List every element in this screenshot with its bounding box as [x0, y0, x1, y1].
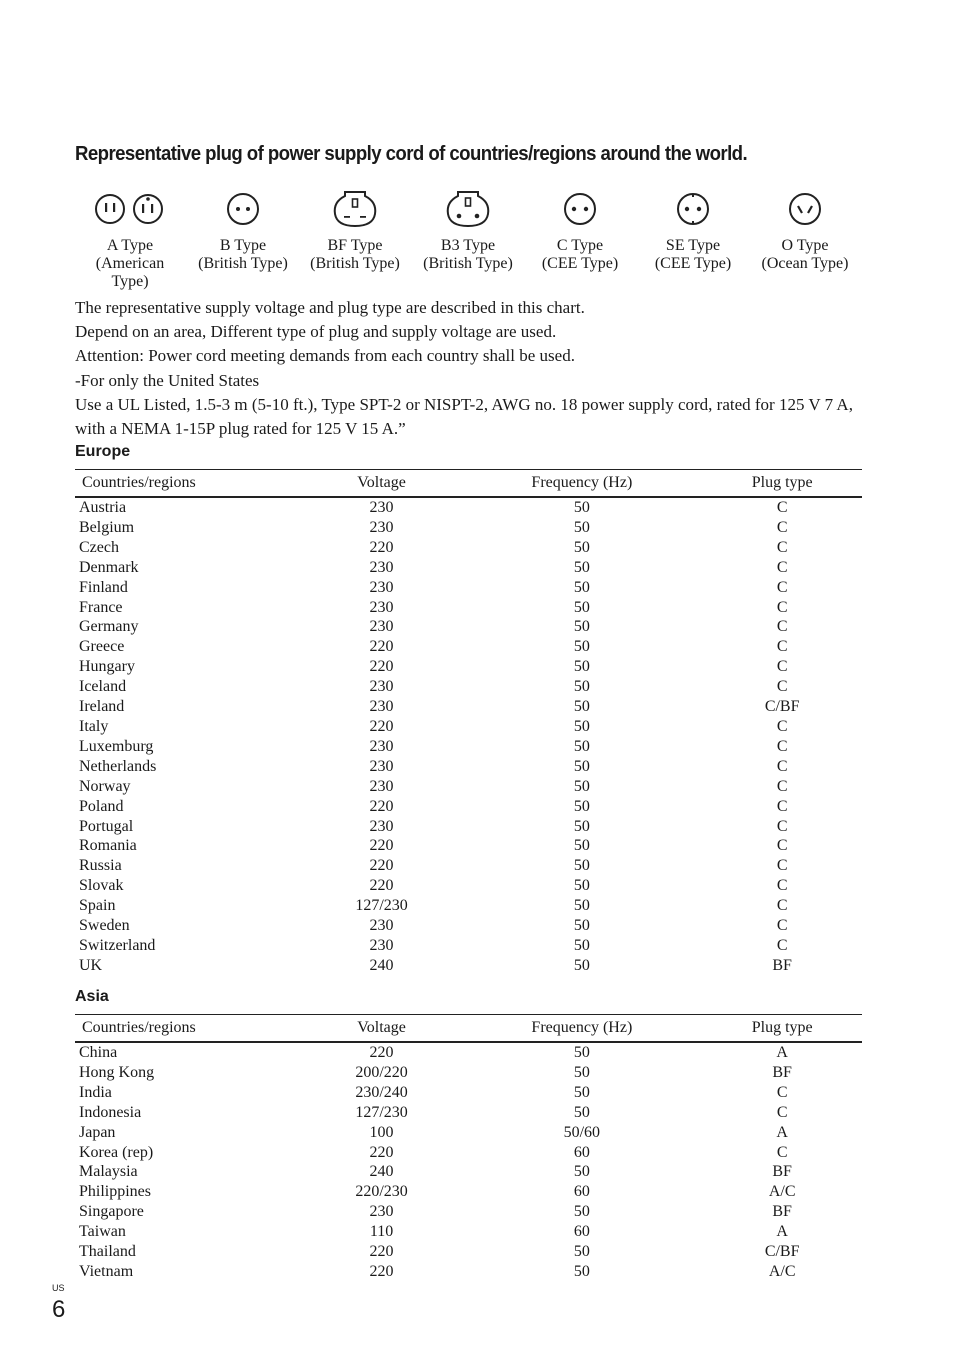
plug-type-c	[524, 188, 636, 273]
table-row	[75, 936, 862, 956]
country-cell: Belgium	[79, 518, 135, 536]
voltage-cell: 230	[369, 936, 394, 954]
plug-type-cell: C	[776, 658, 788, 676]
plug-type-cell: C	[776, 737, 788, 755]
country-cell: Luxemburg	[79, 737, 154, 755]
voltage-cell: 230	[369, 518, 394, 536]
frequency-cell: 50	[573, 1243, 590, 1261]
asia-table-body	[75, 1042, 862, 1282]
voltage-cell: 100	[369, 1123, 394, 1141]
plug-type-bf	[299, 188, 411, 273]
plug-type-desc: (CEE Type)	[541, 255, 619, 272]
plug-type-cell: C	[776, 817, 788, 835]
country-cell: Korea (rep)	[79, 1143, 154, 1161]
voltage-cell: 220	[369, 857, 394, 875]
plug-type-cell: C	[776, 897, 788, 915]
frequency-cell: 50/60	[563, 1123, 601, 1141]
plug-type-b	[187, 188, 299, 273]
plug-type-cell: C	[776, 1083, 788, 1101]
frequency-cell: 50	[573, 917, 590, 935]
voltage-cell: 220	[369, 837, 394, 855]
plug-types-row	[0, 188, 954, 300]
column-header-frequency: Frequency (Hz)	[461, 470, 702, 498]
section-heading-europe: Europe	[75, 443, 131, 460]
table-row	[75, 777, 862, 797]
plug-type-cell: A	[776, 1044, 788, 1061]
page-title: Representative plug of power supply cord of countries/regions around the world.	[75, 143, 748, 165]
country-cell: Poland	[79, 797, 124, 815]
table-row	[75, 737, 862, 757]
country-cell: Singapore	[79, 1203, 144, 1221]
table-row	[75, 1182, 862, 1202]
plug-type-cell: BF	[772, 1163, 792, 1181]
voltage-cell: 220	[369, 658, 394, 676]
voltage-cell: 220	[369, 877, 394, 895]
plug-type-cell: C	[776, 917, 788, 935]
plug-type-se	[637, 188, 749, 273]
country-cell: Greece	[79, 638, 125, 656]
voltage-cell: 230	[369, 499, 394, 516]
table-row	[75, 1242, 862, 1262]
country-cell: Hong Kong	[79, 1063, 155, 1081]
voltage-cell: 200/220	[355, 1063, 408, 1081]
voltage-cell: 230	[369, 618, 394, 636]
table-row	[75, 518, 862, 538]
plug-type-o	[749, 188, 861, 273]
page-number: 6	[52, 1296, 66, 1323]
frequency-cell: 50	[573, 499, 590, 516]
plug-type-desc: (CEE Type)	[654, 255, 732, 272]
table-row	[75, 757, 862, 777]
plug-type-cell: C	[776, 777, 788, 795]
plug-type-cell: A	[776, 1223, 788, 1241]
frequency-cell: 50	[573, 518, 590, 536]
table-row	[75, 617, 862, 637]
frequency-cell: 50	[573, 757, 590, 775]
plug-type-name: O Type	[781, 237, 829, 254]
us-cord-note: Use a UL Listed, 1.5-3 m (5-10 ft.), Type SPT-2 or NISPT-2, AWG no. 18 power supply cord, rated for 125 V 7 A, with a NEMA 1-15P plug rated for 125 V 15 A.”	[75, 395, 853, 438]
plug-type-cell: C	[776, 638, 788, 656]
voltage-cell: 220	[369, 717, 394, 735]
section-heading-asia: Asia	[75, 988, 109, 1005]
voltage-cell: 230	[369, 678, 394, 696]
voltage-cell: 220	[369, 797, 394, 815]
frequency-cell: 50	[573, 877, 590, 895]
plug-type-name: A Type	[106, 237, 154, 254]
plug-type-cell: C	[776, 877, 788, 895]
frequency-cell: 50	[573, 558, 590, 576]
frequency-cell: 50	[573, 598, 590, 616]
frequency-cell: 60	[573, 1143, 590, 1161]
description-paragraph: Depend on an area, Different type of plug and supply voltage are used.	[75, 322, 557, 341]
column-header-voltage: Voltage	[302, 470, 462, 498]
country-cell: Denmark	[79, 558, 139, 576]
frequency-cell: 50	[573, 936, 590, 954]
country-cell: Slovak	[79, 877, 124, 895]
plug-type-cell: C	[776, 499, 788, 516]
plug-type-a	[74, 188, 186, 291]
frequency-cell: 50	[573, 578, 590, 596]
table-row	[75, 657, 862, 677]
table-row	[75, 677, 862, 697]
table-header-row	[75, 470, 862, 498]
table-row	[75, 896, 862, 916]
plug-type-cell: C	[776, 717, 788, 735]
column-header-voltage: Voltage	[302, 1015, 462, 1043]
plug-type-desc: Type)	[111, 273, 149, 290]
se-type-plug-icon	[653, 188, 733, 228]
frequency-cell: 50	[573, 1103, 590, 1121]
country-cell: Italy	[79, 717, 109, 735]
plug-type-cell: C	[776, 538, 788, 556]
table-row	[75, 817, 862, 837]
plug-type-name: B3 Type	[440, 237, 496, 254]
column-header-country: Countries/regions	[75, 470, 302, 498]
column-header-country: Countries/regions	[75, 1015, 302, 1043]
plug-type-desc: (American	[95, 255, 165, 272]
plug-type-cell: C/BF	[764, 1243, 800, 1261]
table-row	[75, 1042, 862, 1063]
table-row	[75, 637, 862, 657]
b3-type-plug-icon	[428, 188, 508, 228]
table-row	[75, 1063, 862, 1083]
voltage-cell: 240	[369, 1163, 394, 1181]
plug-type-desc: (British Type)	[423, 255, 513, 272]
country-cell: Ireland	[79, 698, 125, 716]
voltage-cell: 230	[369, 757, 394, 775]
description-paragraph: Attention: Power cord meeting demands from each country shall be used.	[75, 346, 575, 365]
c-type-plug-icon	[540, 188, 620, 228]
voltage-cell: 230	[369, 737, 394, 755]
voltage-cell: 127/230	[355, 1103, 408, 1121]
plug-type-name: SE Type	[665, 237, 721, 254]
country-cell: Switzerland	[79, 936, 156, 954]
voltage-cell: 230/240	[355, 1083, 408, 1101]
frequency-cell: 50	[573, 638, 590, 656]
plug-type-cell: C	[776, 936, 788, 954]
table-row	[75, 856, 862, 876]
voltage-cell: 220	[369, 1262, 394, 1280]
table-row	[75, 956, 862, 976]
column-header-plug-type: Plug type	[702, 470, 862, 498]
europe-table	[75, 469, 862, 976]
voltage-cell: 220/230	[355, 1183, 408, 1201]
table-row	[75, 538, 862, 558]
plug-type-cell: C	[776, 618, 788, 636]
table-row	[75, 1202, 862, 1222]
country-cell: China	[79, 1044, 118, 1061]
country-cell: Thailand	[79, 1243, 136, 1261]
table-row	[75, 797, 862, 817]
table-row	[75, 1222, 862, 1242]
table-row	[75, 1143, 862, 1163]
plug-type-desc: (British Type)	[310, 255, 400, 272]
country-cell: UK	[79, 956, 103, 974]
asia-table	[75, 1014, 862, 1282]
country-cell: Netherlands	[79, 757, 157, 775]
table-row	[75, 497, 862, 518]
frequency-cell: 50	[573, 717, 590, 735]
plug-type-cell: C	[776, 797, 788, 815]
plug-type-cell: C	[776, 837, 788, 855]
table-row	[75, 717, 862, 737]
voltage-cell: 220	[369, 1143, 394, 1161]
frequency-cell: 50	[573, 956, 590, 974]
voltage-cell: 230	[369, 698, 394, 716]
plug-type-cell: C	[776, 678, 788, 696]
frequency-cell: 50	[573, 857, 590, 875]
frequency-cell: 50	[573, 678, 590, 696]
table-row	[75, 578, 862, 598]
country-cell: Czech	[79, 538, 119, 556]
table-row	[75, 1262, 862, 1282]
frequency-cell: 60	[573, 1183, 590, 1201]
plug-type-cell: BF	[772, 956, 792, 974]
voltage-cell: 220	[369, 638, 394, 656]
b-type-plug-icon	[203, 188, 283, 228]
page-locale: US	[52, 1283, 65, 1293]
frequency-cell: 50	[573, 777, 590, 795]
plug-type-desc: (British Type)	[198, 255, 288, 272]
frequency-cell: 50	[573, 1203, 590, 1221]
voltage-cell: 230	[369, 817, 394, 835]
table-header-row	[75, 1015, 862, 1043]
frequency-cell: 50	[573, 817, 590, 835]
plug-type-cell: C	[776, 518, 788, 536]
country-cell: India	[79, 1083, 112, 1101]
voltage-cell: 110	[369, 1223, 394, 1241]
table-row	[75, 558, 862, 578]
country-cell: Portugal	[79, 817, 134, 835]
country-cell: Philippines	[79, 1183, 152, 1201]
country-cell: Iceland	[79, 678, 127, 696]
frequency-cell: 50	[573, 698, 590, 716]
frequency-cell: 50	[573, 658, 590, 676]
table-row	[75, 598, 862, 618]
plug-type-name: B Type	[219, 237, 267, 254]
country-cell: Austria	[79, 499, 127, 516]
frequency-cell: 50	[573, 1262, 590, 1280]
plug-type-cell: A	[776, 1123, 788, 1141]
plug-type-cell: C/BF	[764, 698, 800, 716]
plug-type-cell: C	[776, 598, 788, 616]
country-cell: Japan	[79, 1123, 116, 1141]
a-type-plug-icon	[90, 188, 170, 228]
o-type-plug-icon	[765, 188, 845, 228]
voltage-cell: 230	[369, 558, 394, 576]
country-cell: Finland	[79, 578, 128, 596]
frequency-cell: 60	[573, 1223, 590, 1241]
country-cell: Spain	[79, 897, 116, 915]
country-cell: Romania	[79, 837, 137, 855]
column-header-frequency: Frequency (Hz)	[461, 1015, 702, 1043]
table-row	[75, 876, 862, 896]
table-row	[75, 697, 862, 717]
plug-type-cell: C	[776, 1143, 788, 1161]
country-cell: Malaysia	[79, 1163, 138, 1181]
frequency-cell: 50	[573, 1063, 590, 1081]
country-cell: France	[79, 598, 123, 616]
plug-type-cell: C	[776, 578, 788, 596]
plug-type-cell: C	[776, 857, 788, 875]
voltage-cell: 230	[369, 578, 394, 596]
voltage-cell: 230	[369, 777, 394, 795]
country-cell: Russia	[79, 857, 122, 875]
voltage-cell: 230	[369, 917, 394, 935]
plug-type-name: C Type	[556, 237, 604, 254]
country-cell: Sweden	[79, 917, 130, 935]
country-cell: Indonesia	[79, 1103, 142, 1121]
country-cell: Taiwan	[79, 1223, 126, 1241]
frequency-cell: 50	[573, 737, 590, 755]
table-row	[75, 836, 862, 856]
frequency-cell: 50	[573, 618, 590, 636]
table-row	[75, 1162, 862, 1182]
frequency-cell: 50	[573, 1163, 590, 1181]
plug-type-cell: A/C	[768, 1262, 796, 1280]
bf-type-plug-icon	[315, 188, 395, 228]
plug-type-cell: BF	[772, 1063, 792, 1081]
plug-type-cell: C	[776, 757, 788, 775]
table-row	[75, 1123, 862, 1143]
country-cell: Vietnam	[79, 1262, 134, 1280]
country-cell: Hungary	[79, 658, 135, 676]
frequency-cell: 50	[573, 797, 590, 815]
table-row	[75, 1083, 862, 1103]
table-row	[75, 1103, 862, 1123]
frequency-cell: 50	[573, 1044, 590, 1061]
plug-type-cell: C	[776, 1103, 788, 1121]
voltage-cell: 230	[369, 1203, 394, 1221]
country-cell: Germany	[79, 618, 139, 636]
description-paragraph: -For only the United States	[75, 371, 260, 390]
table-row	[75, 916, 862, 936]
frequency-cell: 50	[573, 897, 590, 915]
description-paragraph: The representative supply voltage and plug type are described in this chart.	[75, 298, 585, 317]
voltage-cell: 127/230	[355, 897, 408, 915]
column-header-plug-type: Plug type	[702, 1015, 862, 1043]
frequency-cell: 50	[573, 538, 590, 556]
voltage-cell: 240	[369, 956, 394, 974]
voltage-cell: 220	[369, 1243, 394, 1261]
plug-type-name: BF Type	[327, 237, 383, 254]
plug-type-cell: C	[776, 558, 788, 576]
voltage-cell: 230	[369, 598, 394, 616]
plug-type-desc: (Ocean Type)	[761, 255, 849, 272]
europe-table-body	[75, 497, 862, 976]
frequency-cell: 50	[573, 1083, 590, 1101]
plug-type-cell: A/C	[768, 1183, 796, 1201]
voltage-cell: 220	[369, 1044, 394, 1061]
frequency-cell: 50	[573, 837, 590, 855]
voltage-cell: 220	[369, 538, 394, 556]
country-cell: Norway	[79, 777, 131, 795]
plug-type-cell: BF	[772, 1203, 792, 1221]
plug-type-b3	[412, 188, 524, 273]
